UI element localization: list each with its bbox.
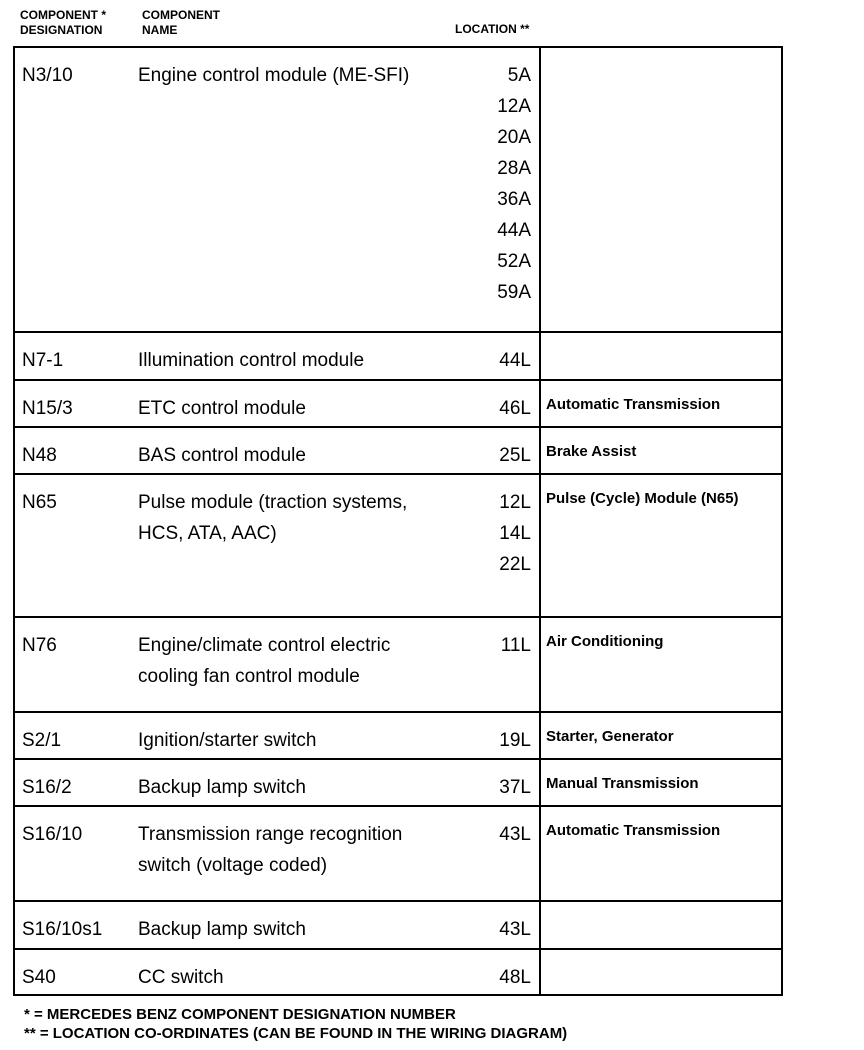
table-row xyxy=(13,900,783,948)
note-cell: Air Conditioning xyxy=(546,633,664,650)
note-cell: Pulse (Cycle) Module (N65) xyxy=(546,490,739,507)
column-divider xyxy=(539,475,541,616)
note-cell: Starter, Generator xyxy=(546,728,674,745)
header-location: LOCATION ** xyxy=(455,22,530,36)
name-cell: CC switch xyxy=(138,967,224,988)
name-cell: Illumination control module xyxy=(138,350,365,371)
column-divider xyxy=(539,950,541,994)
location-cell: 37L xyxy=(499,777,531,798)
name-cell: ETC control module xyxy=(138,398,306,419)
location-cell: 19L xyxy=(499,730,531,751)
designation-cell: N65 xyxy=(22,492,57,513)
column-divider xyxy=(539,807,541,900)
designation-cell: N48 xyxy=(22,445,57,466)
location-cell: 12L 14L 22L xyxy=(499,492,531,575)
column-divider xyxy=(539,428,541,473)
designation-cell: N3/10 xyxy=(22,65,73,86)
note-cell: Manual Transmission xyxy=(546,775,699,792)
location-cell: 11L xyxy=(500,635,531,656)
table-row xyxy=(13,426,783,473)
name-cell: Engine/climate control electric cooling fan control module xyxy=(138,635,391,687)
name-cell: Pulse module (traction systems, HCS, ATA, AAC) xyxy=(138,492,408,544)
table-row xyxy=(13,473,783,616)
location-cell: 43L xyxy=(499,919,531,940)
table-row xyxy=(13,711,783,758)
designation-cell: S16/2 xyxy=(22,777,72,798)
name-cell: Transmission range recognition switch (voltage coded) xyxy=(138,824,403,876)
table-row xyxy=(13,379,783,426)
designation-cell: S16/10s1 xyxy=(22,919,103,940)
name-cell: Backup lamp switch xyxy=(138,919,306,940)
table-row xyxy=(13,948,783,996)
table-row xyxy=(13,758,783,805)
location-cell: 25L xyxy=(499,445,531,466)
table-row xyxy=(13,616,783,711)
note-cell: Automatic Transmission xyxy=(546,822,721,839)
location-cell: 43L xyxy=(499,824,531,845)
header-designation-line2: DESIGNATION xyxy=(20,23,103,37)
designation-cell: N15/3 xyxy=(22,398,73,419)
table-row xyxy=(13,331,783,379)
location-cell: 44L xyxy=(499,350,531,371)
column-divider xyxy=(539,618,541,711)
designation-cell: N7-1 xyxy=(22,350,64,371)
location-cell: 48L xyxy=(499,967,531,988)
location-cell: 5A 12A 20A 28A 36A 44A 52A 59A xyxy=(497,65,531,303)
header-name xyxy=(142,8,220,38)
table-row xyxy=(13,805,783,900)
table-row xyxy=(13,46,783,331)
column-divider xyxy=(539,902,541,948)
designation-cell: S16/10 xyxy=(22,824,83,845)
header-name-line2: NAME xyxy=(142,23,178,37)
location-cell: 46L xyxy=(499,398,531,419)
footnote-designation: * = MERCEDES BENZ COMPONENT DESIGNATION NUMBER xyxy=(24,1006,456,1023)
name-cell: Backup lamp switch xyxy=(138,777,306,798)
note-cell: Automatic Transmission xyxy=(546,396,721,413)
designation-cell: S2/1 xyxy=(22,730,62,751)
name-cell: Ignition/starter switch xyxy=(138,730,317,751)
header-name-line1: COMPONENT xyxy=(142,8,220,22)
designation-cell: N76 xyxy=(22,635,57,656)
name-cell: BAS control module xyxy=(138,445,306,466)
header-designation-line1: COMPONENT * xyxy=(20,8,107,22)
note-cell: Brake Assist xyxy=(546,443,637,460)
column-divider xyxy=(539,48,541,331)
column-divider xyxy=(539,760,541,805)
header-designation xyxy=(20,8,106,38)
column-divider xyxy=(539,381,541,426)
designation-cell: S40 xyxy=(22,967,56,988)
component-table xyxy=(13,46,783,996)
footnote-location: ** = LOCATION CO-ORDINATES (CAN BE FOUND IN THE WIRING DIAGRAM) xyxy=(24,1025,568,1042)
column-divider xyxy=(539,713,541,758)
column-divider xyxy=(539,333,541,379)
name-cell: Engine control module (ME-SFI) xyxy=(138,65,410,86)
